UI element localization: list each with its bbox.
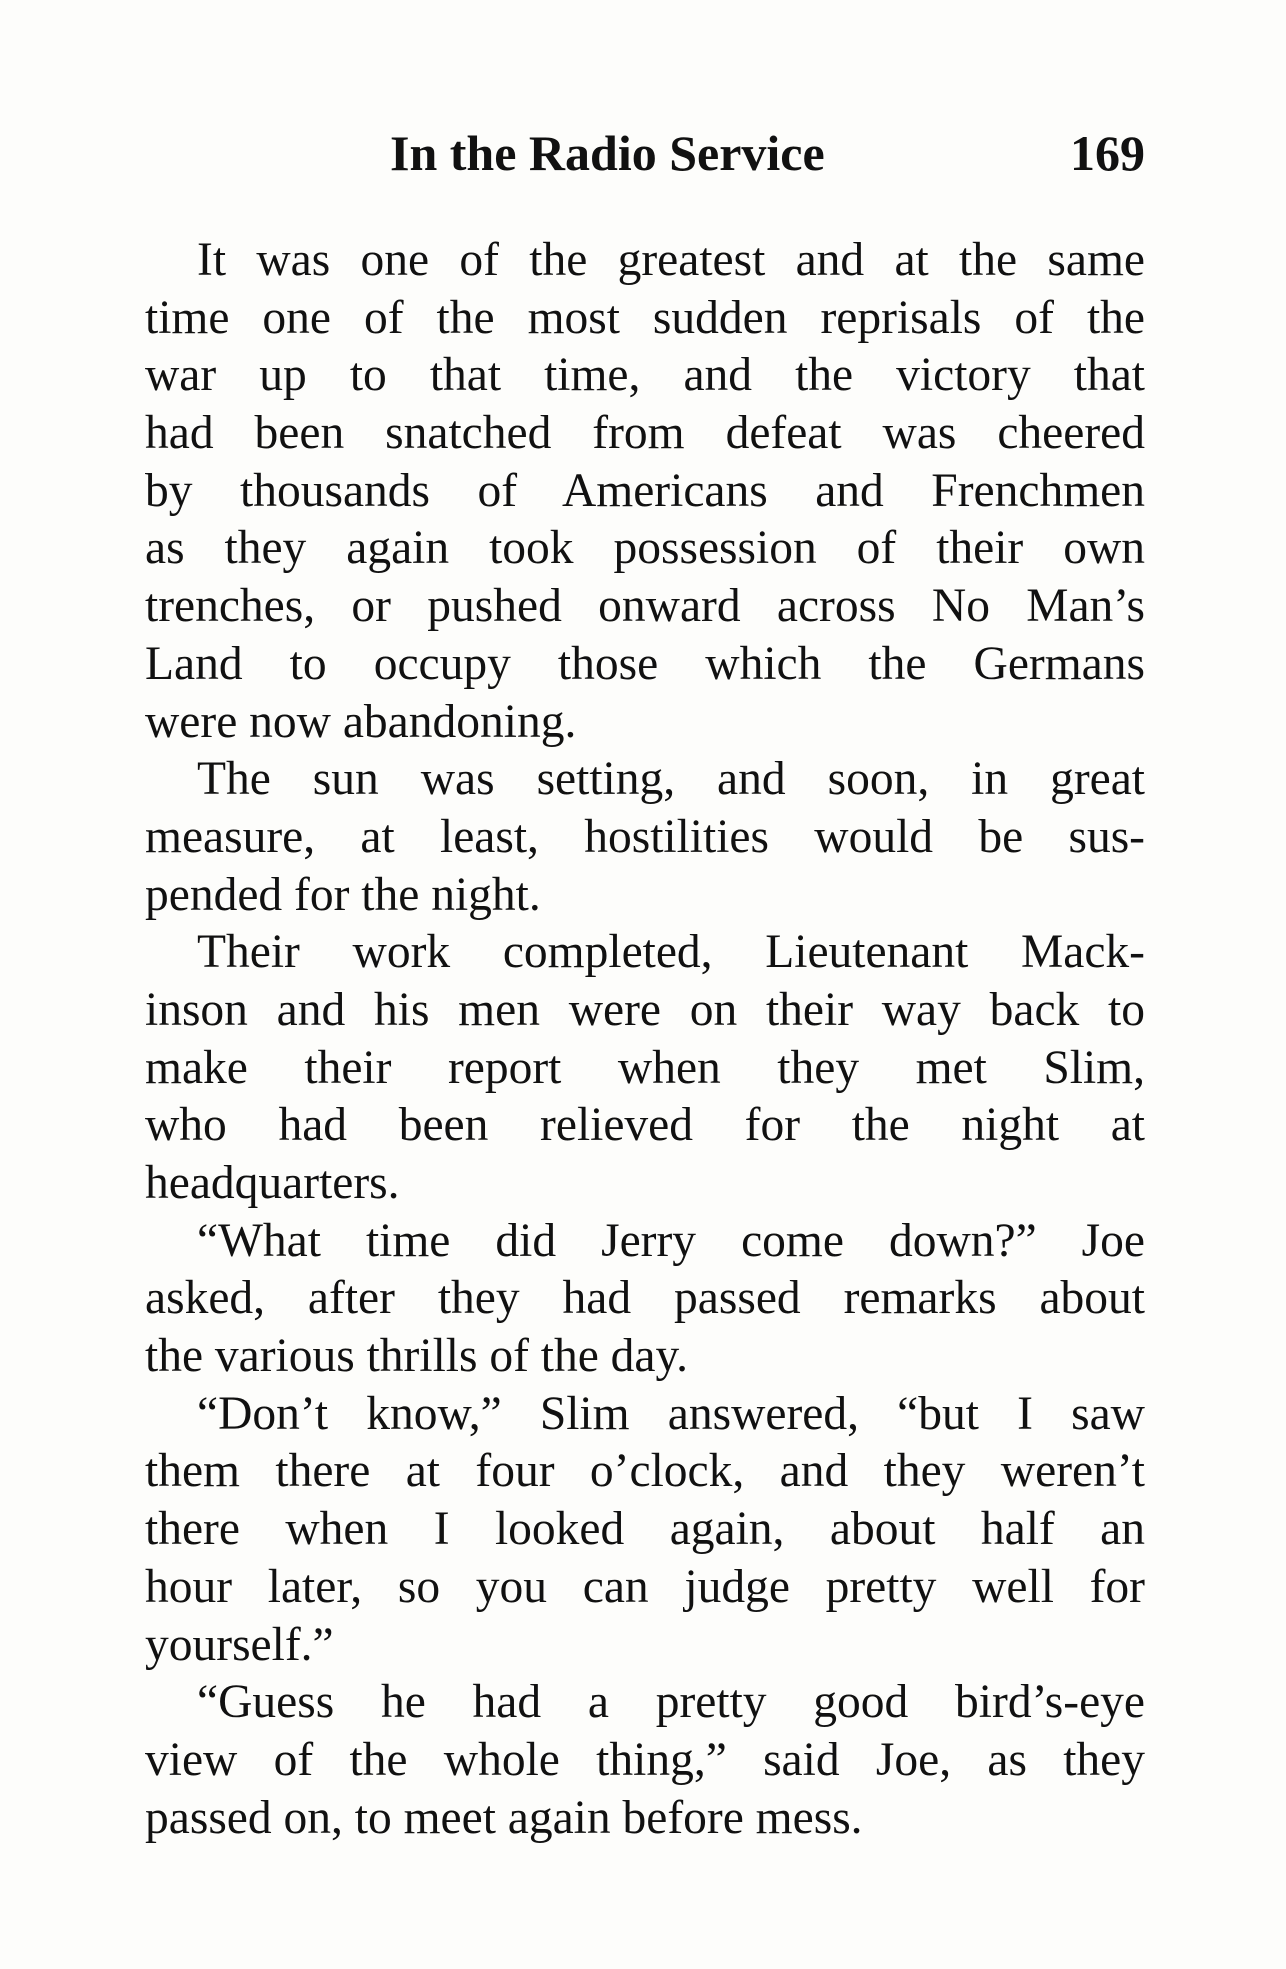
text-line: inson and his men were on their way back to xyxy=(145,983,1145,1036)
text-line: the various thrills of the day. xyxy=(145,1330,689,1383)
text-line: hour later, so you can judge pretty well for xyxy=(145,1560,1145,1613)
text-line: had been snatched from defeat was cheered xyxy=(145,407,1145,460)
text-line: them there at four o’clock, and they weren’t xyxy=(145,1445,1145,1498)
text-line: passed on, to meet again before mess. xyxy=(145,1791,863,1844)
text-line: “Guess he had a pretty good bird’s-eye xyxy=(197,1676,1145,1729)
text-line: who had been relieved for the night at xyxy=(145,1099,1145,1152)
page-number: 169 xyxy=(1070,125,1145,181)
paragraph-2 xyxy=(145,751,1145,924)
text-line: yourself.” xyxy=(145,1618,334,1671)
text-line: headquarters. xyxy=(145,1157,400,1209)
text-line: Their work completed, Lieutenant Mack- xyxy=(197,926,1145,979)
running-head xyxy=(145,118,1145,188)
text-line: The sun was setting, and soon, in great xyxy=(197,753,1145,806)
text-line: were now abandoning. xyxy=(145,695,577,748)
text-line: pended for the night. xyxy=(145,868,541,921)
text-line: time one of the most sudden reprisals of the xyxy=(145,291,1145,344)
text-line: view of the whole thing,” said Joe, as they xyxy=(145,1733,1145,1786)
paragraph-4 xyxy=(145,1213,1145,1386)
text-line: make their report when they met Slim, xyxy=(145,1041,1145,1094)
text-line: “Don’t know,” Slim answered, “but I saw xyxy=(197,1387,1145,1440)
paragraph-6 xyxy=(145,1674,1145,1847)
text-line: measure, at least, hostilities would be sus- xyxy=(145,810,1145,863)
text-line: asked, after they had passed remarks about xyxy=(145,1272,1145,1325)
text-line: there when I looked again, about half an xyxy=(145,1503,1145,1556)
text-line: by thousands of Americans and Frenchmen xyxy=(145,464,1145,517)
body-text xyxy=(145,232,1145,1847)
running-title: In the Radio Service xyxy=(390,125,825,181)
paragraph-5 xyxy=(145,1386,1145,1674)
text-line: Land to occupy those which the Germans xyxy=(145,637,1145,690)
text-line: as they again took possession of their own xyxy=(145,522,1145,575)
text-line: “What time did Jerry come down?” Joe xyxy=(197,1214,1145,1267)
paragraph-1 xyxy=(145,232,1145,751)
text-line: war up to that time, and the victory that xyxy=(145,349,1145,402)
paragraph-3 xyxy=(145,924,1145,1212)
text-line: trenches, or pushed onward across No Man’s xyxy=(145,580,1145,633)
text-line: It was one of the greatest and at the same xyxy=(197,234,1145,286)
